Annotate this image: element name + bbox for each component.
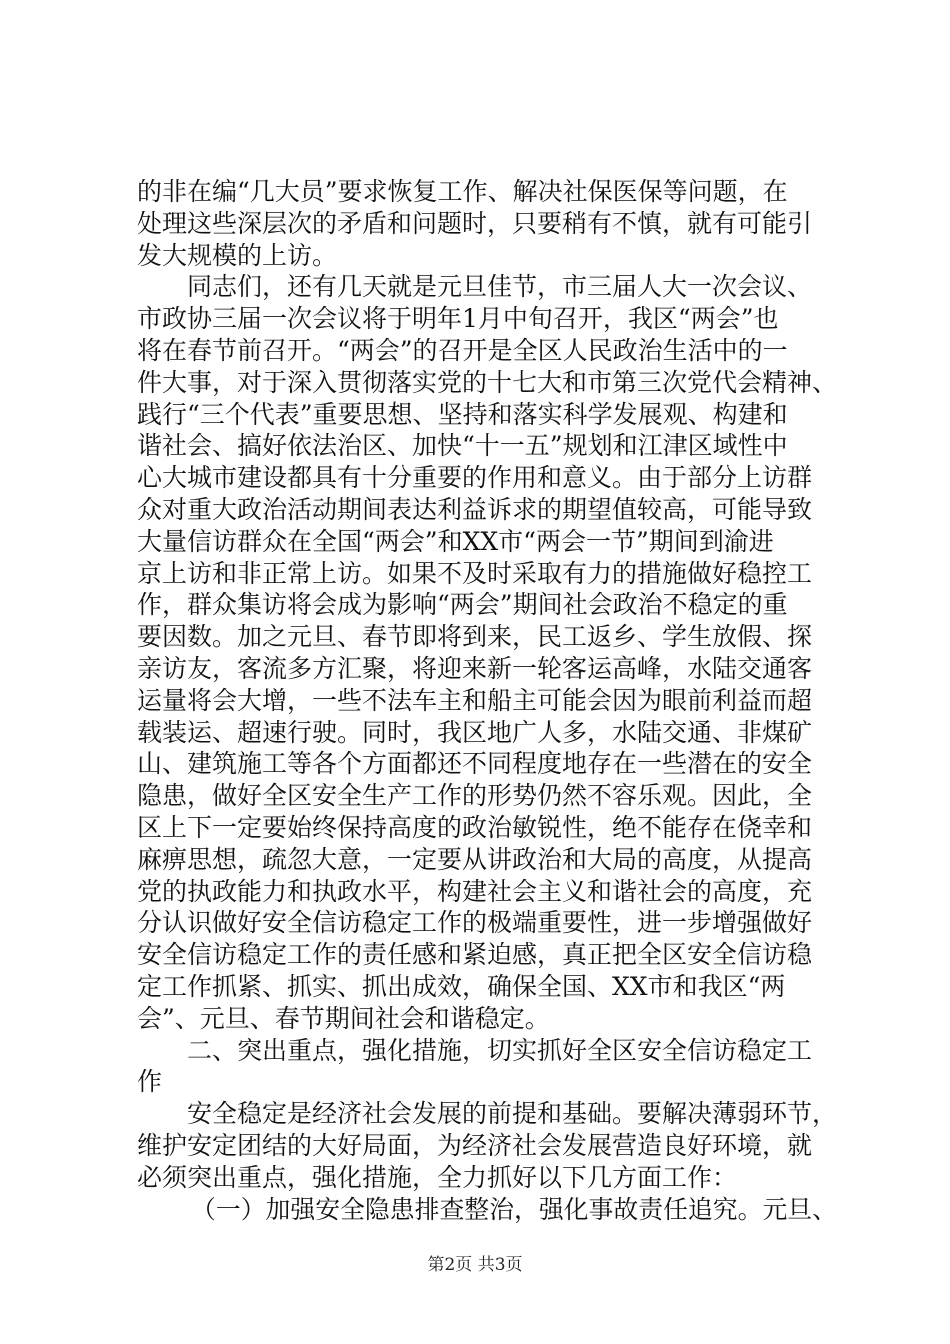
text-line: 市政协三届一次会议将于明年1月中旬召开，我区“两会”也 [137,304,779,334]
text-line: 同志们，还有几天就是元旦佳节，市三届人大一次会议、 [187,272,813,302]
text-line: 件大事，对于深入贯彻落实党的十七大和市第三次党代会精神、 [137,367,837,397]
text-line: 处理这些深层次的矛盾和问题时，只要稍有不慎，就有可能引 [137,208,813,238]
text-line: 维护安定团结的大好局面，为经济社会发展营造良好环境，就 [137,1130,813,1160]
page-footer: 第2页 共3页 [427,1255,523,1275]
text-line: 分认识做好安全信访稳定工作的极端重要性，进一步增强做好 [137,908,813,938]
text-line: 山、建筑施工等各个方面都还不同程度地存在一些潜在的安全 [137,749,813,779]
text-line: 麻痹思想，疏忽大意，一定要从讲政治和大局的高度，从提高 [137,844,813,874]
text-line: 安全信访稳定工作的责任感和紧迫感，真正把全区安全信访稳 [137,940,813,970]
text-line: 运量将会大增，一些不法车主和船主可能会因为眼前利益而超 [137,685,813,715]
text-line: 谐社会、搞好依法治区、加快“十一五”规划和江津区域性中 [137,431,788,461]
text-line: 亲访友，客流多方汇聚，将迎来新一轮客运高峰，水陆交通客 [137,653,813,683]
text-line: 将在春节前召开。“两会”的召开是全区人民政治生活中的一 [137,335,788,365]
text-line: 的非在编“几大员”要求恢复工作、解决社保医保等问题，在 [137,177,788,206]
text-line: 必须突出重点，强化措施，全力抓好以下几方面工作： [137,1162,738,1192]
text-line: 发大规模的上访。 [137,240,338,270]
text-line: （一）加强安全隐患排查整治，强化事故责任追究。元旦、 [191,1194,837,1224]
text-line: 定工作抓紧、抓实、抓出成效，确保全国、XX市和我区“两 [137,971,786,1001]
text-line: 践行“三个代表”重要思想、坚持和落实科学发展观、构建和 [137,399,788,429]
text-line: 安全稳定是经济社会发展的前提和基础。要解决薄弱环节， [187,1099,837,1129]
text-line: 会”、元旦、春节期间社会和谐稳定。 [137,1003,550,1033]
text-line: 心大城市建设都具有十分重要的作用和意义。由于部分上访群 [137,463,813,493]
text-line: 大量信访群众在全国“两会”和XX市“两会一节”期间到渝进 [137,526,774,556]
text-line: 作 [137,1067,163,1097]
text-line: 党的执政能力和执政水平，构建社会主义和谐社会的高度，充 [137,876,813,906]
text-line: 载装运、超速行驶。同时，我区地广人多，水陆交通、非煤矿 [137,717,813,747]
text-line: 隐患，做好全区安全生产工作的形势仍然不容乐观。因此，全 [137,781,813,811]
text-line: 作，群众集访将会成为影响“两会”期间社会政治不稳定的重 [137,590,788,620]
text-line: 众对重大政治活动期间表达利益诉求的期望值较高，可能导致 [137,494,813,524]
text-line: 区上下一定要始终保持高度的政治敏锐性，绝不能存在侥幸和 [137,812,813,842]
document-body [137,176,837,1225]
text-line: 要因数。加之元旦、春节即将到来，民工返乡、学生放假、探 [137,622,813,652]
text-line: 二、突出重点，强化措施，切实抓好全区安全信访稳定工 [187,1035,813,1065]
text-line: 京上访和非正常上访。如果不及时采取有力的措施做好稳控工 [137,558,813,588]
